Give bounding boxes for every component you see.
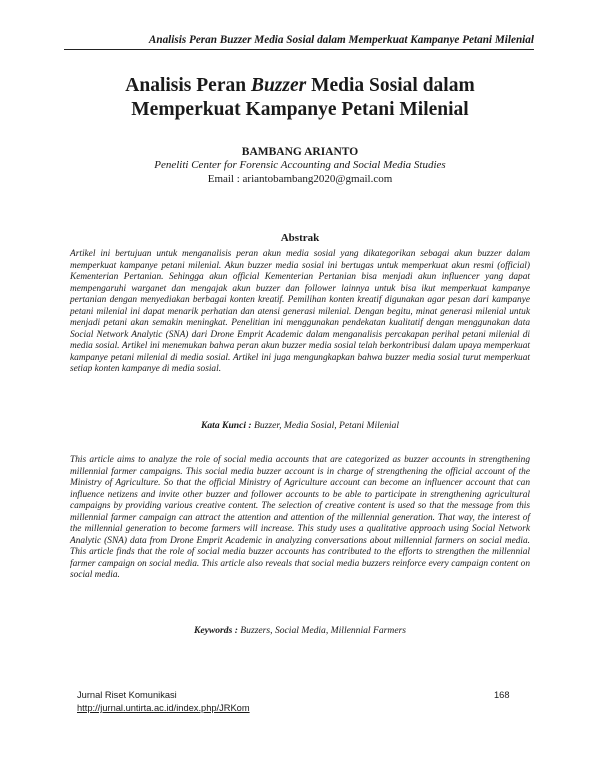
title-line-2: Memperkuat Kampanye Petani Milenial [131, 99, 469, 120]
title-part-2: Media Sosial dalam [306, 75, 475, 96]
footer-journal-link[interactable]: http://jurnal.untirta.ac.id/index.php/JRKom [77, 703, 250, 713]
keywords-english [60, 625, 540, 636]
abstract-heading: Abstrak [280, 232, 320, 244]
keywords-id-label: Kata Kunci : [200, 420, 252, 431]
title-emphasis: Buzzer [250, 75, 307, 96]
author-email: Email : ariantobambang2020@gmail.com [207, 173, 393, 185]
title-line-1 [60, 74, 540, 98]
footer-journal-name: Jurnal Riset Komunikasi [77, 690, 177, 700]
keywords-en-values: Buzzers, Social Media, Millennial Farmers [237, 625, 407, 636]
author-affiliation: Peneliti Center for Forensic Accounting and Social Media Studies [154, 159, 446, 171]
author-name: BAMBANG ARIANTO [241, 146, 359, 158]
title-part-1: Analisis Peran [125, 75, 251, 96]
abstract-english: This article aims to analyze the role of social media accounts that are categorized as buzzer accounts in strengthening millennial farmer campaigns. This social media buzzer account is in charge of strengthening the official account of the Ministry of Agriculture. So that the official Ministry of Agriculture account can become an influencer account that can influence netizens and invite other buzzer and follower accounts to be able to participate in strengthening agricultural campaigns by providing various creative content. The selection of creative content is used so that the message from this millennial farmer campaign can attract the attention and attention of the millennial generation. That way, the interest of the millennial generation to become farmers will increase. This study uses a qualitative approach using Social Network Analytic (SNA) data from Drone Emprit Academic in analyzing conversations about millennial farmers on social media. This article finds that the role of social media buzzer accounts has contributed to the efforts to strengthen the millennial farmer campaign on social media. This article also reveals that social media buzzers reinforce every campaign content on social media. [70, 455, 530, 580]
running-header: Analisis Peran Buzzer Media Sosial dalam Memperkuat Kampanye Petani Milenial [64, 34, 534, 50]
keywords-en-label: Keywords : [193, 625, 238, 636]
abstract-indonesian: Artikel ini bertujuan untuk menganalisis peran akun media sosial yang dikategorikan sebagai akun buzzer dalam memperkuat kampanye petani milenial. Akun buzzer media sosial ini bertugas untuk memperkuat akun resmi (official) Kementerian Pertanian. Sehingga akun official Kementerian Pertanian bisa menjadi akun influencer yang dapat mempengaruhi warganet dan mengajak akun buzzer dan follower lainnya untuk bisa ikut memperkuat kampanye pertanian dengan menyediakan berbagai konten kreatif. Pemilihan konten kreatif digunakan agar pesan dari kampanye petani milenial ini dapat menarik perhatian dan atensi generasi milenial. Dengan begitu, minat generasi milenial untuk menjadi petani akan semakin meningkat. Penelitian ini menggunakan pendekatan kualitatif dengan menggunakan data Social Network Analytic (SNA) dari Drone Emprit Academic dalam menganalisis percakapan perihal petani milenial di media sosial. Artikel ini menemukan bahwa peran akun buzzer media sosial telah berkontribusi dalam upaya memperkuat kampanye petani milenial di media sosial. Artikel ini juga mengungkapkan bahwa buzzer media sosial turut memperkuat setiap konten kampanye di media sosial. [70, 249, 530, 374]
keywords-id-values: Buzzer, Media Sosial, Petani Milenial [251, 420, 399, 431]
page-number: 168 [494, 690, 510, 700]
article-title [60, 74, 540, 122]
keywords-indonesian [60, 420, 540, 431]
